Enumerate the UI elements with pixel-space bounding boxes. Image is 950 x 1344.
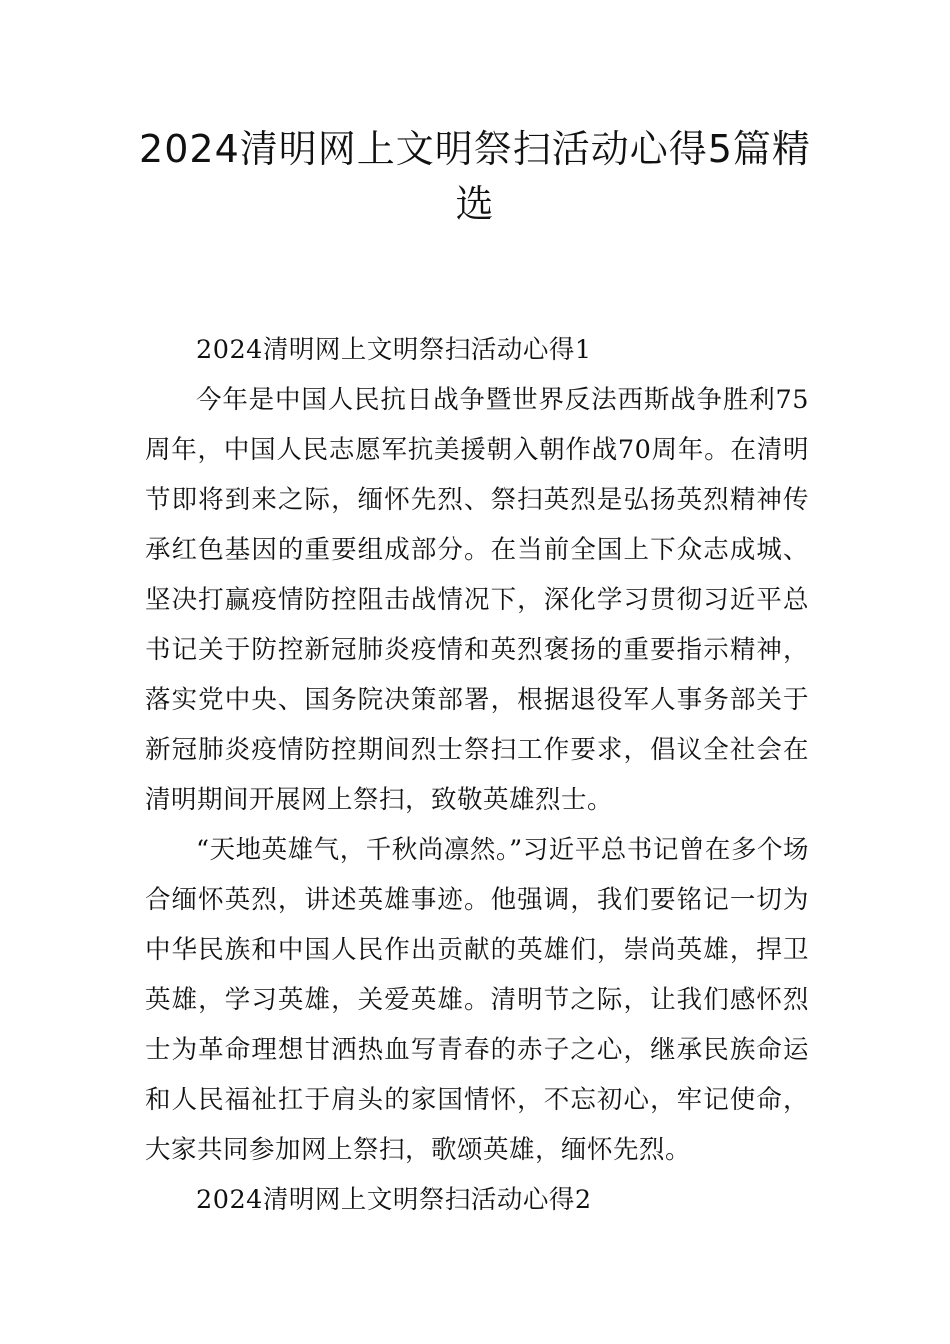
section-heading: 2024清明网上文明祭扫活动心得2 xyxy=(196,1185,592,1215)
document-title: 2024清明网上文明祭扫活动心得5篇精选 xyxy=(139,127,811,226)
section-heading: 2024清明网上文明祭扫活动心得1 xyxy=(196,335,592,365)
paragraph: 今年是中国人民抗日战争暨世界反法西斯战争胜利75周年，中国人民志愿军抗美援朝入朝作战70周年。在清明节即将到来之际，缅怀先烈、祭扫英烈是弘扬英烈精神传承红色基因的重要组成部分。在当前全国上下众志成城、坚决打赢疫情防控阻击战情况下，深化学习贯彻习近平总书记关于防控新冠肺炎疫情和英烈褒扬的重要指示精神，落实党中央、国务院决策部署，根据退役军人事务部关于新冠肺炎疫情防控期间烈士祭扫工作要求，倡议全社会在清明期间开展网上祭扫，致敬英雄烈士。 xyxy=(145,385,809,815)
paragraph: “天地英雄气，千秋尚凛然。”习近平总书记曾在多个场合缅怀英烈，讲述英雄事迹。他强调，我们要铭记一切为中华民族和中国人民作出贡献的英雄们，崇尚英雄，捍卫英雄，学习英雄，关爱英雄。清明节之际，让我们感怀烈士为革命理想甘洒热血写青春的赤子之心，继承民族命运和人民福祉扛于肩头的家国情怀，不忘初心，牢记使命，大家共同参加网上祭扫，歌颂英雄，缅怀先烈。 xyxy=(145,835,809,1165)
document-body xyxy=(145,325,809,1225)
